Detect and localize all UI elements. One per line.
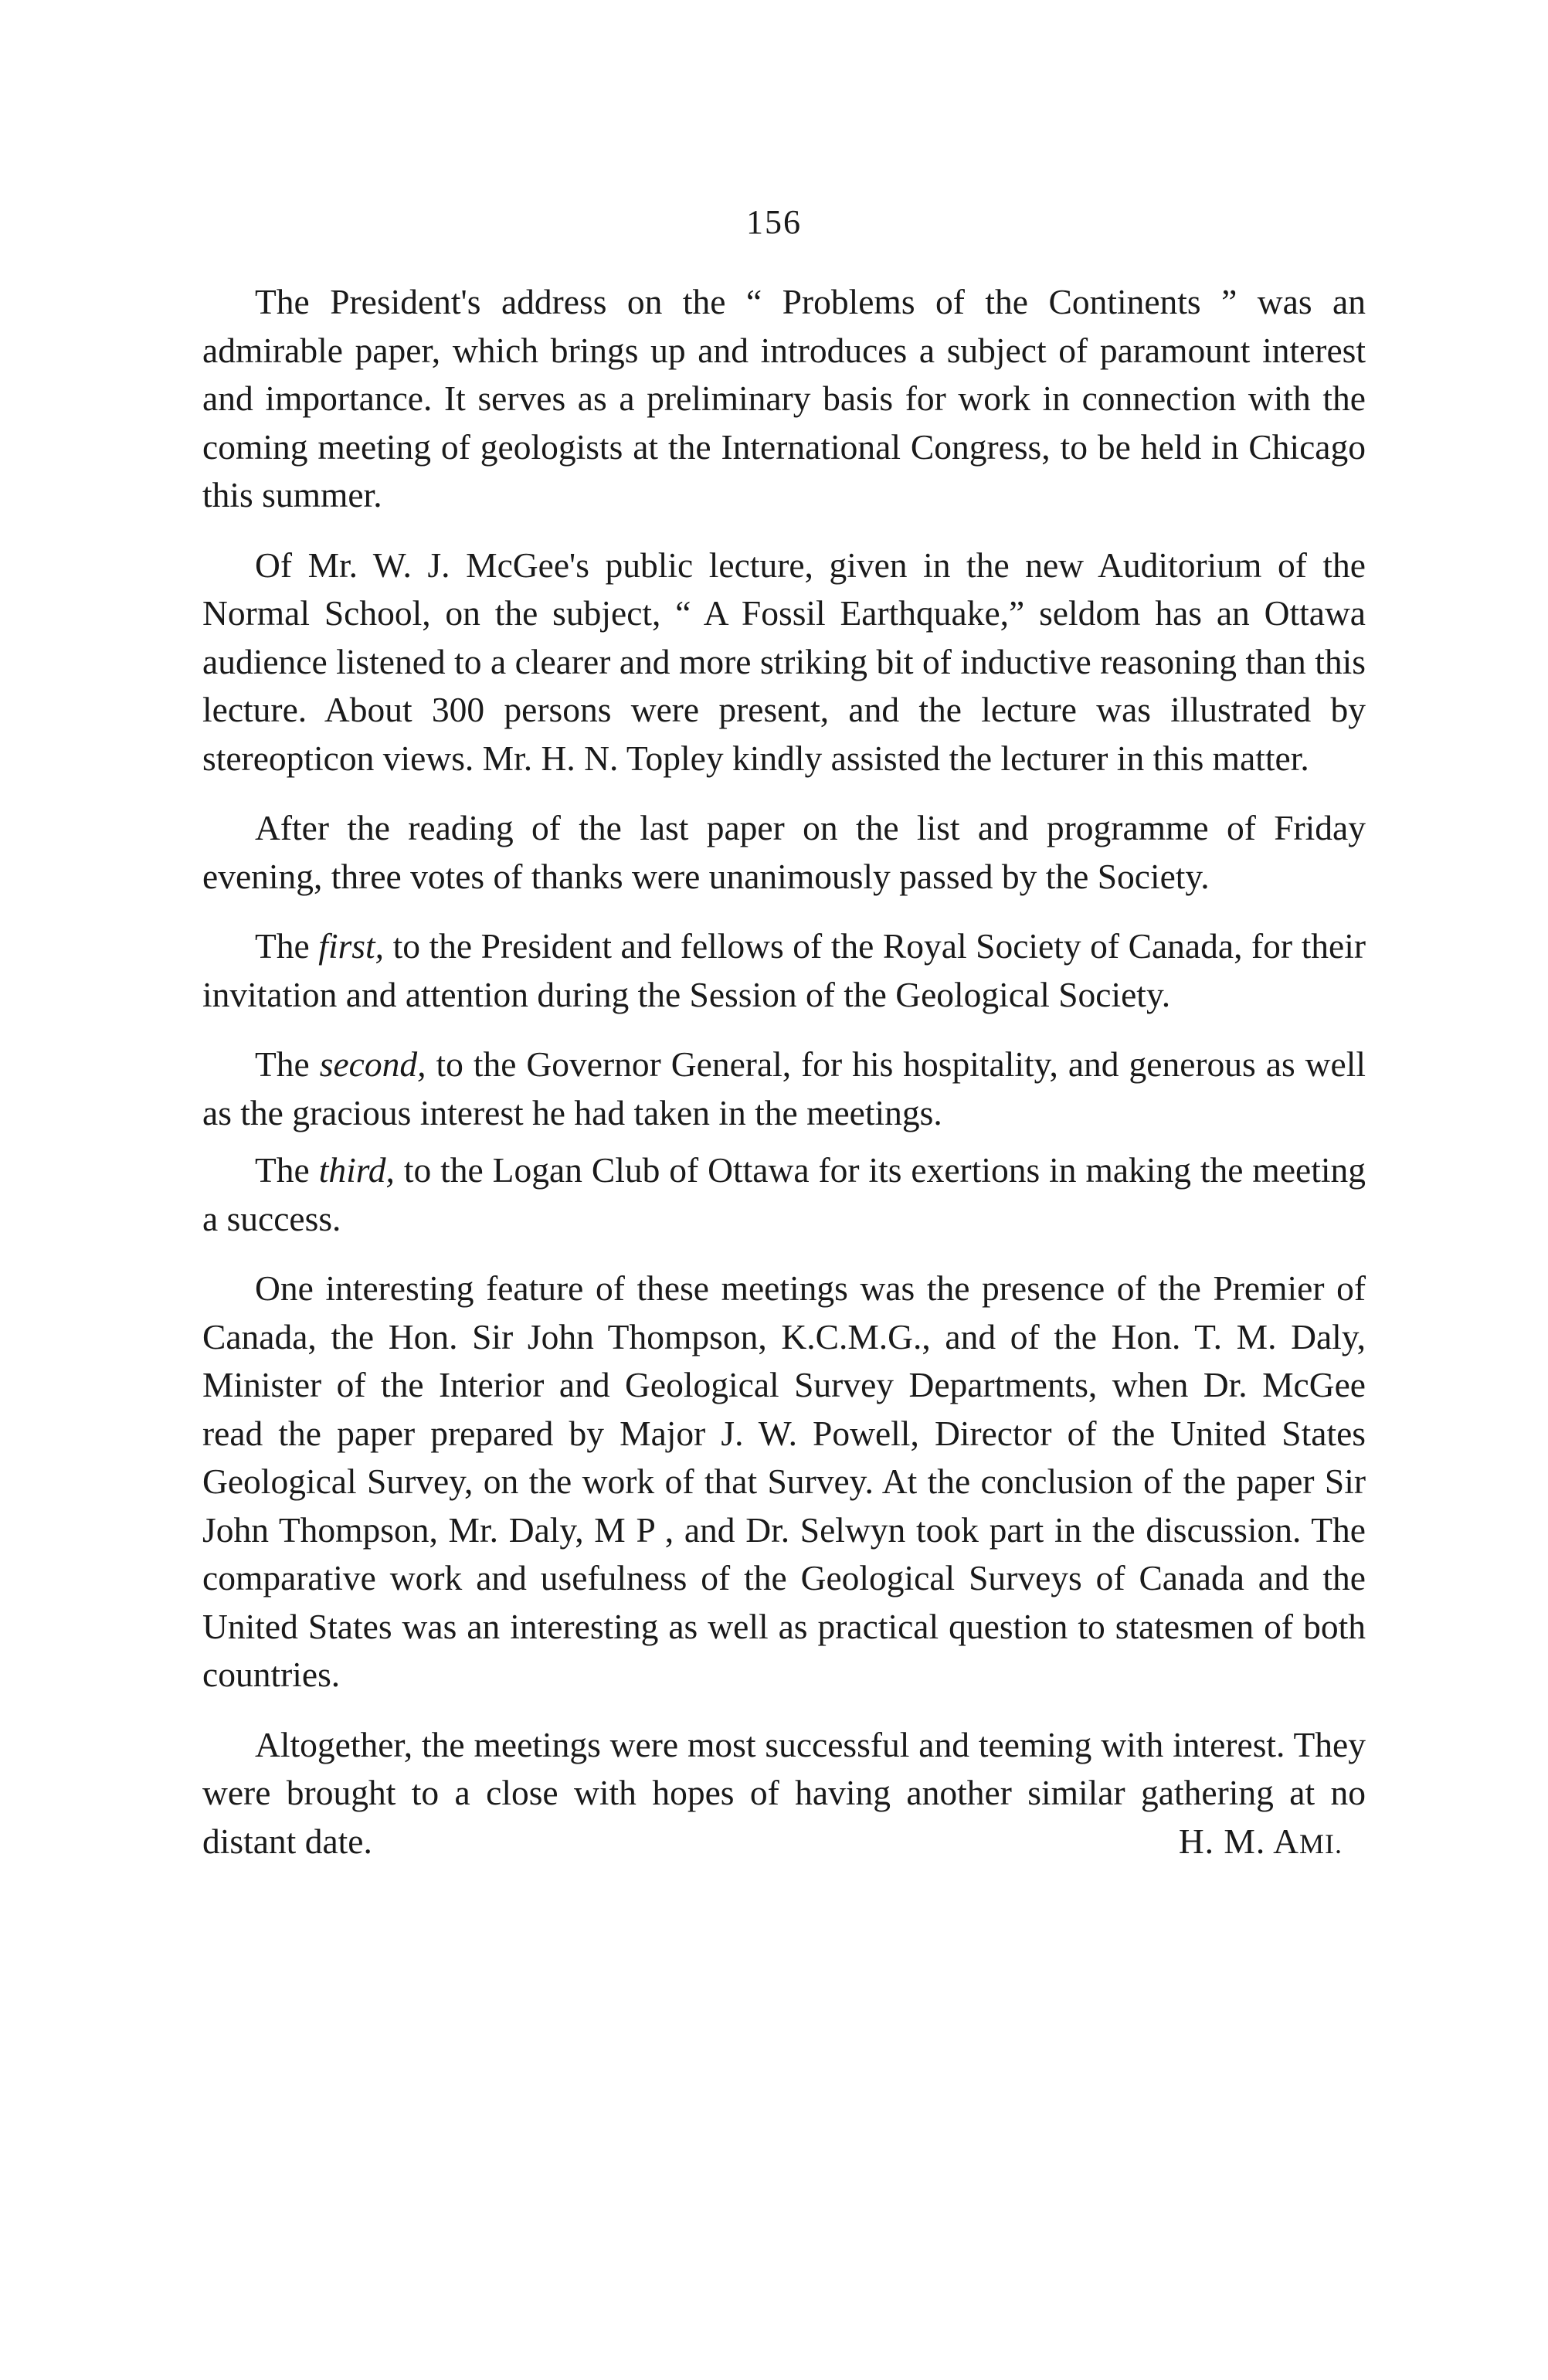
paragraph-lead: The [255,1150,319,1190]
paragraph-text: One interesting feature of these meetings was the presence of the Premier of Canada, the Hon. Sir John Thompson, K.C.M.G., and of the Hon. T. M. Daly, Minister of the Interior and Geological Survey Departments, when Dr. McGee read the paper prepared by Major J. W. Powell, Director of the United States Geological Survey, on the work of that Survey. At the conclusion of the paper Sir John Thompson, Mr. Daly, M P , and Dr. Selwyn took part in the discussion. The comparative work and usefulness of the Geological Surveys of Canada and the United States was an interesting as well as practical question to statesmen of both countries. [202,1268,1366,1694]
page-number: 156 [746,203,802,241]
paragraph-text: Altogether, the meetings were most successful and teeming with interest. They were brought to a close with hopes of having another similar gathering at no distant date. [202,1724,1366,1861]
paragraph-lead: The [255,926,319,966]
paragraph-second-vote [202,1041,1366,1137]
paragraph-text: After the reading of the last paper on the list and programme of Friday evening, three votes of thanks were unanimously passed by the Society. [202,808,1366,896]
ordinal-second: second, [319,1044,426,1084]
paragraph-presidents-address [202,278,1366,520]
paragraph-lead: The [255,1044,320,1084]
author-signature [1126,1818,1343,1869]
paragraph-third-vote [202,1146,1366,1243]
paragraph-premier-presence [202,1265,1366,1699]
paragraph-text: to the President and fellows of the Royal Society of Canada, for their invitation and attention during the Session of the Geological Society. [202,926,1366,1014]
paragraph-first-vote [202,922,1366,1019]
paragraph-text: The President's address on the “ Problems of the Continents ” was an admirable paper, which brings up and introduces a subject of paramount interest and importance. It serves as a preliminary basis for work in connection with the coming meeting of geologists at the International Congress, to be held in Chicago this summer. [202,282,1366,514]
paragraph-mcgee-lecture [202,542,1366,783]
paragraph-text: to the Governor General, for his hospitality, and generous as well as the gracious interest he had taken in the meetings. [202,1044,1366,1132]
ordinal-third: third, [318,1150,395,1190]
signature-surname-rest: MI. [1299,1828,1343,1859]
signature-initials: H. M. A [1178,1821,1299,1861]
paragraph-closing [202,1721,1366,1866]
paragraph-text: to the Logan Club of Ottawa for its exertions in making the meeting a success. [202,1150,1366,1238]
paragraph-text: Of Mr. W. J. McGee's public lecture, given in the new Auditorium of the Normal School, on the subject, “ A Fossil Earthquake,” seldom has an Ottawa audience listened to a clearer and more striking bit of inductive reasoning than this lecture. About 300 persons were present, and the lecture was illustrated by stereopticon views. Mr. H. N. Topley kindly assisted the lecturer in this matter. [202,545,1366,778]
body-text [202,278,1366,1887]
ordinal-first: first, [318,926,385,966]
paragraph-votes-of-thanks [202,804,1366,901]
